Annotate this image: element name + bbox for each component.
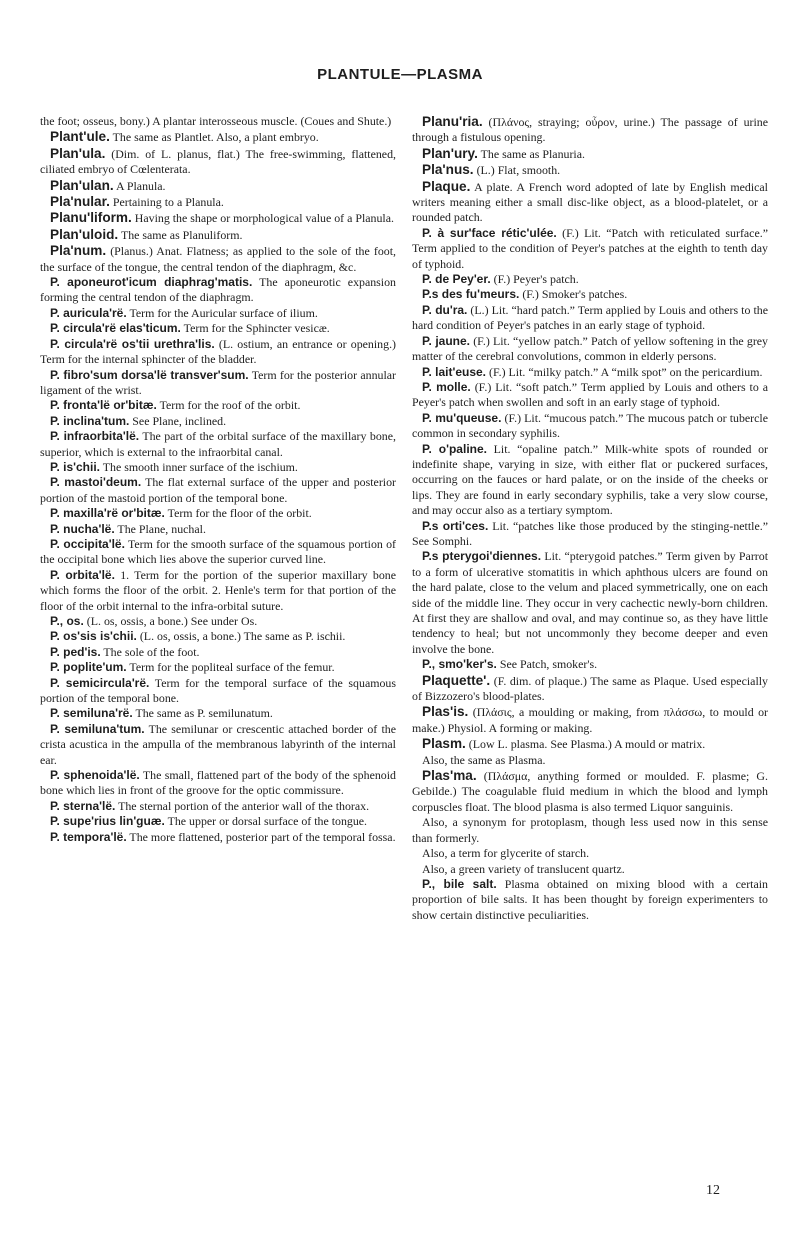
- entry-headword: Plan'uloid.: [50, 226, 119, 242]
- entry-definition: Having the shape or morphological value of a Planula.: [131, 211, 394, 226]
- entry-definition: (Πλάσμα, anything formed or moulded. F. plasme; G. Gebilde.) The coagulable fluid medium in which the blood and lymph corpuscles float. The blood plasma is also termed Liquor sanguinis.: [412, 769, 768, 814]
- dictionary-entry: [40, 129, 396, 145]
- entry-definition: The sole of the foot.: [100, 644, 200, 659]
- entry-definition: A Planula.: [113, 178, 166, 193]
- dictionary-entry: [412, 114, 768, 146]
- dictionary-entry: [412, 442, 768, 519]
- entry-headword: P. de Pey'er.: [422, 272, 491, 287]
- entry-definition: (Πλάνος, straying; οὖρον, urine.) The passage of urine through a fistulous opening.: [412, 115, 768, 145]
- entry-definition: The Plane, nuchal.: [114, 521, 206, 536]
- dictionary-entry: [40, 210, 396, 226]
- entry-definition: (F. dim. of plaque.) The same as Plaque. Used especially of Bizzozero's blood-plates.: [412, 673, 768, 704]
- dictionary-entry: [40, 243, 396, 275]
- entry-headword: Plant'ule.: [50, 129, 110, 145]
- entry-definition: Also, a green variety of translucent quartz.: [422, 861, 625, 876]
- entry-headword: Pla'num.: [50, 243, 107, 259]
- entry-headword: P. à sur'face rétic'ulée.: [422, 225, 557, 240]
- dictionary-entry: [412, 673, 768, 705]
- entry-definition: The flat external surface of the upper and posterior portion of the mastoid portion of the temporal bone.: [40, 475, 396, 505]
- entry-definition: See Plane, inclined.: [129, 413, 227, 428]
- entry-definition: (F.) Lit. “Patch with reticulated surface.” Term applied to the condition of Peyer's patches at the eighth to tenth day of typhoid.: [412, 225, 768, 271]
- entry-headword: P. molle.: [422, 379, 471, 394]
- dictionary-entry: [40, 178, 396, 194]
- entry-headword: P. circula'rë os'tii urethra'lis.: [50, 336, 215, 351]
- dictionary-entry: [40, 506, 396, 521]
- dictionary-entry: [40, 537, 396, 568]
- entry-headword: P., os.: [50, 614, 84, 628]
- entry-headword: P. auricula'rë.: [50, 305, 127, 320]
- entry-headword: P. supe'rius lin'guæ.: [50, 814, 165, 829]
- dictionary-entry: [40, 368, 396, 399]
- entry-definition: (Dim. of L. planus, flat.) The free-swimming, flattened, ciliated embryo of Cœlenterata.: [40, 146, 396, 177]
- entry-definition: Pertaining to a Planula.: [109, 195, 224, 210]
- dictionary-entry: [412, 753, 768, 768]
- entry-definition: Term for the floor of the orbit.: [164, 506, 312, 521]
- entry-headword: P. semiluna'tum.: [50, 721, 145, 736]
- entry-headword: P. infraorbita'lë.: [50, 429, 140, 444]
- entry-headword: Plas'is.: [422, 704, 469, 720]
- entry-headword: P. maxilla'rë or'bitæ.: [50, 506, 165, 521]
- entry-headword: P. fronta'lë or'bitæ.: [50, 398, 157, 413]
- dictionary-entry: [40, 799, 396, 814]
- entry-definition: Term for the roof of the orbit.: [156, 398, 301, 413]
- entry-headword: P. semicircula'rë.: [50, 675, 150, 690]
- entry-headword: P. sphenoida'lë.: [50, 768, 140, 783]
- dictionary-entry: [40, 614, 396, 629]
- entry-definition: (L.) Flat, smooth.: [473, 163, 561, 178]
- entry-definition: The part of the orbital surface of the maxillary bone, superior, which is external to the infraorbital canal.: [40, 429, 396, 459]
- entry-definition: Also, the same as Plasma.: [422, 752, 546, 767]
- entry-headword: P. os'sis is'chii.: [50, 629, 137, 644]
- entry-definition: The upper or dorsal surface of the tongue.: [164, 814, 368, 829]
- entry-definition: (F.) Smoker's patches.: [519, 287, 628, 302]
- entry-definition: The small, flattened part of the body of the sphenoid bone which lies in front of the groove for the optic commissure.: [40, 768, 396, 798]
- entry-definition: The aponeurotic expansion forming the central tendon of the diaphragm.: [40, 275, 397, 305]
- entry-headword: P. fibro'sum dorsa'lë transver'sum.: [50, 367, 249, 382]
- entry-definition: See Patch, smoker's.: [496, 657, 598, 672]
- entry-definition: (F.) Lit. “milky patch.” A “milk spot” on the pericardium.: [486, 364, 763, 379]
- dictionary-entry: [40, 722, 396, 768]
- entry-headword: P. circula'rë elas'ticum.: [50, 321, 181, 336]
- entry-headword: P. mastoi'deum.: [50, 475, 142, 490]
- entry-headword: P. is'chii.: [50, 459, 100, 474]
- entry-definition: (Low L. plasma. See Plasma.) A mould or matrix.: [465, 737, 706, 752]
- entry-definition: (L.) Lit. “hard patch.” Term applied by Louis and others to the hard condition of Peyer's patches in an early stage of typhoid.: [412, 302, 768, 333]
- entry-definition: Term for the smooth surface of the squamous portion of the occipital bone which lies above the superior curved line.: [40, 536, 396, 567]
- entry-headword: Planu'liform.: [50, 210, 132, 226]
- dictionary-entry: [40, 398, 396, 413]
- entry-headword: P., bile salt.: [422, 876, 497, 891]
- dictionary-entry: [412, 162, 768, 178]
- entry-headword: P. semiluna'rë.: [50, 706, 133, 721]
- dictionary-entry: [412, 549, 768, 657]
- dictionary-entry: [40, 275, 396, 306]
- entry-definition: Also, a term for glycerite of starch.: [422, 846, 590, 861]
- entry-definition: Term for the Auricular surface of ilium.: [126, 305, 318, 320]
- entry-headword: P. lait'euse.: [422, 364, 487, 379]
- entry-headword: Plan'ula.: [50, 145, 106, 161]
- entry-definition: (L. os, ossis, a bone.) The same as P. ischii.: [136, 629, 346, 644]
- dictionary-entry: [412, 704, 768, 736]
- entry-headword: P. o'paline.: [422, 441, 487, 456]
- dictionary-entry: [40, 706, 396, 721]
- entry-headword: P.s orti'ces.: [422, 518, 489, 533]
- dictionary-entry: [40, 629, 396, 644]
- entry-headword: P. inclina'tum.: [50, 413, 130, 428]
- entry-definition: The sternal portion of the anterior wall of the thorax.: [115, 798, 370, 813]
- dictionary-entry: [40, 475, 396, 506]
- dictionary-entry: [412, 179, 768, 226]
- dictionary-entry: [412, 146, 768, 162]
- entry-headword: P. nucha'lë.: [50, 521, 115, 536]
- left-column: [40, 114, 396, 845]
- entry-headword: Plasm.: [422, 736, 466, 752]
- dictionary-entry: [40, 660, 396, 675]
- entry-definition: Term for the Sphincter vesicæ.: [180, 321, 330, 336]
- dictionary-entry: [412, 846, 768, 861]
- right-column: [412, 114, 768, 923]
- dictionary-entry: [40, 830, 396, 845]
- entry-definition: The same as P. semilunatum.: [132, 706, 273, 721]
- entry-definition: (F.) Peyer's patch.: [490, 272, 579, 287]
- dictionary-entry: [40, 460, 396, 475]
- dictionary-entry: [412, 334, 768, 365]
- entry-headword: P.s des fu'meurs.: [422, 287, 520, 302]
- entry-headword: P.s pterygoi'diennes.: [422, 549, 542, 564]
- entry-definition: The same as Planuliform.: [118, 227, 243, 242]
- dictionary-entry: [412, 226, 768, 272]
- dictionary-entry: [40, 337, 396, 368]
- dictionary-entry: [412, 877, 768, 923]
- dictionary-entry: [412, 862, 768, 877]
- dictionary-entry: [412, 657, 768, 672]
- dictionary-entry: [40, 306, 396, 321]
- entry-definition: The semilunar or crescentic attached border of the crista acustica in the ampulla of the membranous labyrinth of the internal ear.: [40, 721, 396, 767]
- dictionary-entry: [412, 303, 768, 334]
- page-number: 12: [706, 1183, 720, 1198]
- entry-headword: Planu'ria.: [422, 114, 483, 129]
- entry-definition: Lit. “opaline patch.” Milk-white spots of rounded or indefinite shape, varying in size, with either flat or puckered surfaces, occurring on the fauces or hard palate, or on the inside of the cheeks or lips. They are found in early secondary syphilis, take a very slow course, and may occur also as a tertiary symptom.: [412, 441, 768, 518]
- dictionary-entry: [40, 645, 396, 660]
- entry-headword: P. sterna'lë.: [50, 798, 116, 813]
- entry-definition: (L. os, ossis, a bone.) See under Os.: [83, 614, 258, 628]
- entry-headword: P. ped'is.: [50, 644, 101, 659]
- dictionary-entry: [40, 768, 396, 799]
- entry-headword: Plaquette'.: [422, 672, 491, 688]
- entry-headword: Plan'ulan.: [50, 177, 114, 193]
- entry-headword: Pla'nus.: [422, 162, 474, 178]
- dictionary-entry: [412, 287, 768, 302]
- dictionary-entry: [412, 519, 768, 550]
- entry-definition: Term for the temporal surface of the squamous portion of the temporal bone.: [40, 675, 396, 706]
- dictionary-entry: [40, 568, 396, 614]
- dictionary-entry: [412, 365, 768, 380]
- dictionary-entry: [40, 146, 396, 178]
- entry-definition: Also, a synonym for protoplasm, though less used now in this sense than formerly.: [412, 815, 768, 845]
- dictionary-entry: [412, 736, 768, 752]
- running-header: PLANTULE—PLASMA: [317, 66, 483, 83]
- dictionary-entry: [412, 272, 768, 287]
- dictionary-entry: [412, 768, 768, 815]
- entry-headword: Plaque.: [422, 178, 471, 194]
- entry-definition: A plate. A French word adopted of late by English medical writers meaning either a small disc-like object, as a blood-platelet, or a rounded patch.: [412, 179, 768, 225]
- entry-headword: P. du'ra.: [422, 302, 468, 317]
- dictionary-entry: [40, 522, 396, 537]
- dictionary-entry: [40, 814, 396, 829]
- entry-definition: (F.) Lit. “yellow patch.” Patch of yellow softening in the grey matter of the cerebral convolutions, common in elderly persons.: [412, 333, 768, 364]
- dictionary-entry: [40, 429, 396, 460]
- entry-definition: Term for the posterior annular ligament of the wrist.: [40, 367, 396, 397]
- entry-definition: Lit. “pterygoid patches.” Term given by Parrot to a form of ulcerative stomatitis in which aphthous ulcers are found on the hard palate, close to the velum and placed symmetrically, one on each side of the middle line. They occur in very cachectic newly-born children. At first they are shallow and oval, and may continue so, as they have little tendency to heal; but not uncommonly they become deeper and even involve the bone.: [412, 549, 768, 656]
- entry-definition: Plasma obtained on mixing blood with a certain proportion of bile salts. It has been thought by foreign experimenters to show certain distinctive peculiarities.: [412, 876, 768, 922]
- entry-definition: (F.) Lit. “mucous patch.” The mucous patch or tubercle common in secondary syphilis.: [412, 410, 769, 441]
- entry-definition: The more flattened, posterior part of the temporal fossa.: [126, 829, 396, 844]
- entry-definition: The smooth inner surface of the ischium.: [100, 459, 298, 474]
- entry-definition: Lit. “patches like those produced by the stinging-nettle.” See Somphi.: [412, 518, 768, 548]
- entry-definition: (F.) Lit. “soft patch.” Term applied by Louis and others to a Peyer's patch when swollen and soft in an early stage of typhoid.: [412, 379, 768, 410]
- dictionary-entry: [40, 227, 396, 243]
- dictionary-entry: [412, 815, 768, 846]
- entry-headword: P. occipita'lë.: [50, 536, 125, 551]
- entry-headword: P. jaune.: [422, 333, 471, 348]
- dictionary-entry: [40, 114, 396, 129]
- entry-headword: Plan'ury.: [422, 145, 478, 161]
- dictionary-entry: [412, 380, 768, 411]
- entry-headword: Pla'nular.: [50, 194, 110, 210]
- entry-headword: P. poplite'um.: [50, 660, 127, 675]
- entry-definition: Term for the popliteal surface of the femur.: [126, 660, 335, 675]
- entry-definition: The same as Planuria.: [477, 146, 585, 161]
- entry-headword: P. aponeurot'icum diaphrag'matis.: [50, 275, 253, 290]
- entry-definition: the foot; osseus, bony.) A plantar interosseous muscle. (Coues and Shute.): [40, 114, 392, 128]
- entry-headword: Plas'ma.: [422, 768, 477, 784]
- entry-definition: (Πλάσις, a moulding or making, from πλάσσω, to mould or make.) Physiol. A forming or making.: [412, 705, 768, 735]
- dictionary-entry: [40, 194, 396, 210]
- entry-definition: The same as Plantlet. Also, a plant embryo.: [109, 130, 319, 145]
- entry-definition: 1. Term for the portion of the superior maxillary bone which forms the floor of the orbit. 2. Henle's term for that portion of the floor of the orbit internal to the infra-orbital suture.: [40, 567, 396, 613]
- dictionary-entry: [40, 414, 396, 429]
- dictionary-entry: [40, 676, 396, 707]
- dictionary-entry: [412, 411, 768, 442]
- dictionary-entry: [40, 321, 396, 336]
- entry-definition: (Planus.) Anat. Flatness; as applied to the sole of the foot, the surface of the tongue, the central tendon of the diaphragm, &c.: [40, 244, 396, 274]
- entry-headword: P. tempora'lë.: [50, 829, 127, 844]
- entry-headword: P. mu'queuse.: [422, 410, 502, 425]
- entry-headword: P. orbita'lë.: [50, 567, 115, 582]
- entry-definition: (L. ostium, an entrance or opening.) Term for the internal sphincter of the bladder.: [40, 336, 397, 367]
- entry-headword: P., smo'ker's.: [422, 657, 497, 672]
